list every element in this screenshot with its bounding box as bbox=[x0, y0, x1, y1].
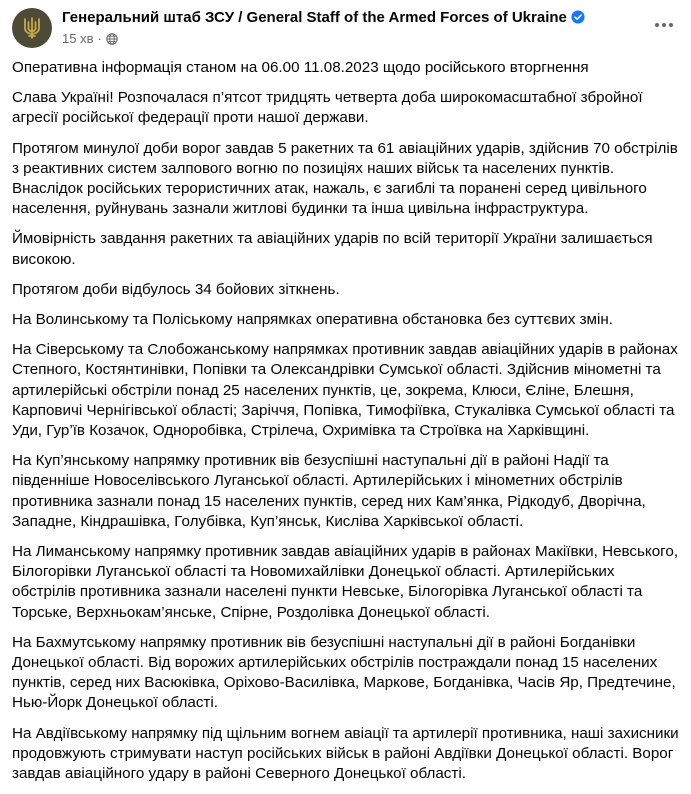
post-paragraph-bakhmut: На Бахмутському напрямку противник вів безуспішні наступальні дії в районі Богданівки Донецької області. Від ворожих артилерійських обстрілів постраждали понад 15 населених пунктів, серед них Васюківка, Оріхово-Василівка, Маркове, Богданівка, Часів Яр, Предтечине, Нью-Йорк Донецької області. bbox=[12, 633, 676, 712]
post-paragraph-volyn: На Волинському та Поліському напрямках оперативна обстановка без суттєвих змін. bbox=[12, 311, 613, 329]
verified-badge-icon bbox=[571, 10, 585, 24]
post-paragraph-lyman: На Лиманському напрямку противник завдав авіаційних ударів в районах Макіївки, Невського, Білогорівки Луганської області та Новомихайлівки Донецької області. Артилерійських обстрілів противника зазнали населені пункти Невське, Білогорівка Луганської області та Торське, Верхньокам’янське, Спірне, Роздолівка Донецької області. bbox=[12, 543, 679, 621]
globe-icon bbox=[106, 33, 118, 45]
page-avatar[interactable] bbox=[12, 8, 52, 48]
post-paragraph-clashes: Протягом доби відбулось 34 бойових зіткнень. bbox=[12, 280, 340, 298]
post-paragraph-heading: Оперативна інформація станом на 06.00 11.08.2023 щодо російського вторгнення bbox=[12, 59, 589, 76]
post-paragraph-avdiivka: На Авдіївському напрямку під щільним вогнем авіації та артилерії противника, наші захисники продовжують стримувати наступ російських військ в районі Авдіївки Донецької області. Ворог завдав авіаційного удару в районі Северного Донецької області. bbox=[12, 724, 679, 783]
post-options-button[interactable] bbox=[649, 10, 679, 40]
post-header bbox=[12, 8, 679, 52]
post-paragraph-threat: Ймовірність завдання ракетних та авіаційних ударів по всій території України залишається високою. bbox=[12, 230, 653, 268]
post-paragraph-strikes: Протягом минулої доби ворог завдав 5 ракетних та 61 авіаційних ударів, здійснив 70 обстрілів з реактивних систем залпового вогню по позиціях наших військ та населених пунктів. Внаслідок російських терористичних атак, нажаль, є загиблі та поранені серед цивільного населення, руйнувань зазнали житлові будинки та інша цивільна інфраструктура. bbox=[12, 139, 678, 218]
post-paragraph-kupiansk: На Куп’янському напрямку противник вів безуспішні наступальні дії в районі Надії та південніше Новоселівського Луганської області. Артилерійських і мінометних обстрілів противника зазнали понад 15 населених пунктів, серед них Кам’янка, Рідкодуб, Дворічна, Западне, Кіндрашівка, Голубівка, Куп’янськ, Кисліва Харківської області. bbox=[12, 452, 646, 530]
trident-emblem-icon bbox=[21, 16, 43, 40]
post-timestamp[interactable]: 15 хв bbox=[62, 31, 94, 46]
post-paragraph-intro: Слава Україні! Розпочалася п’ятсот тридцять четверта доба широкомасштабної збройної агресії російської федерації проти нашої держави. bbox=[12, 89, 643, 127]
post-meta bbox=[62, 31, 118, 46]
post-body bbox=[12, 58, 682, 794]
meta-separator: · bbox=[97, 31, 102, 46]
more-options-icon bbox=[654, 22, 674, 28]
post-paragraph-siversk: На Сіверському та Слобожанському напрямках противник завдав авіаційних ударів в районах Степного, Костянтинівки, Попівки та Олександрівки Сумської області. Здійснив мінометні та артилерійські обстріли понад 25 населених пунктів, це, зокрема, Клюси, Єліне, Блешня, Карповичі Чернігівської області; Заріччя, Попівка, Тимофіївка, Стукалівка Сумської області та Уди, Гур’їв Козачок, Одноробівка, Стрілеча, Охримівка та Строївка на Харківщині. bbox=[12, 341, 678, 440]
page-name-text: Генеральний штаб ЗСУ / General Staff of the Armed Forces of Ukraine bbox=[62, 9, 567, 26]
page-name-link[interactable] bbox=[62, 9, 585, 26]
